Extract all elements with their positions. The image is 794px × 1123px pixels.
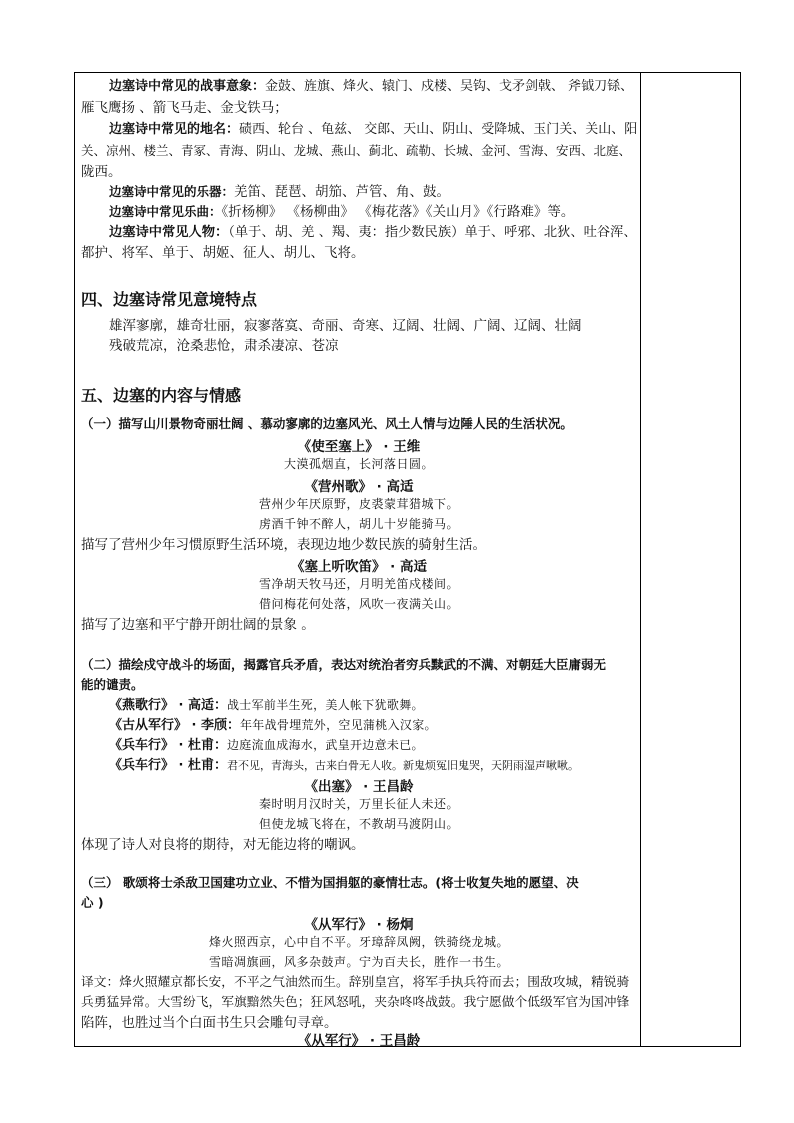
mood-line-1: 雄浑寥廓，雄奇壮丽，寂寥落寞、奇丽、奇寒、辽阔、壮阔、广阔、辽阔、壮阔 xyxy=(109,318,582,334)
war-imagery-label: 边塞诗中常见的战事意象： xyxy=(109,79,266,94)
quote-title: 《兵车行》 · 杜甫： xyxy=(109,758,227,773)
part-1-heading: （一）描写山川景物奇丽壮阔 、慕动寥廓的边塞风光、风土人情与边陲人民的生活状况。 xyxy=(81,416,573,431)
poem-next-title: 《从军行》 · 王昌龄 xyxy=(297,1033,421,1049)
instruments-text: 羌笛、琵琶、胡笳、芦管、角、鼓。 xyxy=(234,184,451,200)
poem-1-line-1: 大漠孤烟直，长河落日圆。 xyxy=(283,457,434,471)
war-imagery-line-2: 雁飞鹰扬 、箭飞马走、金戈铁马； xyxy=(81,100,288,116)
quote-text: 君不见，青海头，古来白骨无人收。新鬼烦冤旧鬼哭，天阴雨湿声啾啾。 xyxy=(227,759,579,772)
poem-chusai-line-2: 但使龙城飞将在，不教胡马渡阴山。 xyxy=(258,817,459,831)
place-names-line-2: 关、凉州、楼兰、青冢、青海、阴山、龙城、燕山、蓟北、疏勒、长城、金河、雪海、安西、北庭、 xyxy=(81,143,632,158)
poem-congjun-line-1: 烽火照西京，心中自不平。牙璋辞凤阙，铁骑绕龙城。 xyxy=(208,935,509,949)
poem-2-line-1: 营州少年厌原野，皮裘蒙茸猎城下。 xyxy=(258,497,459,511)
place-names-line-3: 陇西。 xyxy=(81,164,122,180)
music-label: 边塞诗中常见乐曲： xyxy=(109,204,222,219)
poem-congjun-line-2: 雪暗凋旗画，风多杂鼓声。宁为百夫长，胜作一书生。 xyxy=(208,955,509,969)
poem-3-line-1: 雪净胡天牧马还，月明羌笛戍楼间。 xyxy=(258,577,459,591)
translation-line-2: 兵勇猛异常。大雪纷飞，军旗黯然失色；狂风怒吼，夹杂咚咚战鼓。我宁愿做个低级军官为国冲锋 xyxy=(81,995,630,1010)
poem-2-title: 《营州歌》 · 高适 xyxy=(304,479,414,495)
quote-line xyxy=(109,735,424,756)
poem-congjun-title: 《从军行》 · 杨炯 xyxy=(304,917,414,933)
poem-3-note: 描写了边塞和平宁静开朗壮阔的景象 。 xyxy=(81,617,315,633)
part-2-heading-2: 能的谴责。 xyxy=(81,677,144,692)
column-divider xyxy=(640,73,641,1046)
poem-2-line-2: 虏酒千钟不醉人，胡儿十岁能骑马。 xyxy=(258,517,459,531)
part-3-heading-2: 心 ) xyxy=(81,895,104,910)
instruments-label: 边塞诗中常见的乐器： xyxy=(109,184,235,199)
people-text: （单于、胡、羌 、羯、夷：指少数民族）单于、呼邪、北狄、吐谷浑、 xyxy=(228,225,637,240)
poem-chusai-line-1: 秦时明月汉时关，万里长征人未还。 xyxy=(258,797,459,811)
mood-line-2: 残破荒凉，沧桑悲怆，肃杀凄凉、苍凉 xyxy=(109,338,339,354)
poem-1-title: 《使至塞上》 · 王维 xyxy=(297,439,421,455)
translation-line-3: 陷阵，也胜过当个白面书生只会雕句寻章。 xyxy=(81,1015,338,1031)
quote-title: 《燕歌行》 · 高适： xyxy=(109,698,227,713)
part-2-heading-1: （二）描绘戍守战斗的场面，揭露官兵矛盾，表达对统治者穷兵黩武的不满、对朝廷大臣庸弱无 xyxy=(81,657,607,672)
part-3-heading-1: （三） 歌颂将士杀敌卫国建功立业、不惜为国捐躯的豪情壮志。(将士收复失地的愿望、决 xyxy=(81,875,579,890)
quote-line xyxy=(109,695,424,716)
war-imagery-line xyxy=(109,77,633,97)
music-line xyxy=(109,202,574,222)
section-4-heading: 四、边塞诗常见意境特点 xyxy=(81,290,258,309)
place-names-text: 碛西、轮台 、龟兹、 交郎、天山、阴山、受降城、玉门关、关山、阳 xyxy=(239,122,638,137)
quote-line xyxy=(109,715,437,736)
war-imagery-text: 金鼓、旌旗、烽火、辕门、戍楼、吴钩、戈矛剑戟、 斧钺刀铩、 xyxy=(265,79,634,94)
translation-line-1: 译文：烽火照耀京都长安，不平之气油然而生。辞别皇宫，将军手执兵符而去；围敌攻城，精锐骑 xyxy=(81,975,630,990)
music-text: 《折杨柳》 《杨柳曲》 《梅花落》《关山月》《行路难》等。 xyxy=(221,204,575,220)
poem-chusai-note: 体现了诗人对良将的期待，对无能边将的嘲讽。 xyxy=(81,837,365,853)
poem-2-note: 描写了营州少年习惯原野生活环境，表现边地少数民族的骑射生活。 xyxy=(81,537,486,553)
poem-3-title: 《塞上听吹笛》 · 高适 xyxy=(290,559,428,575)
people-line xyxy=(109,223,637,243)
quote-text: 战士军前半生死，美人帐下犹歌舞。 xyxy=(227,698,424,712)
people-line-2: 都护、将军、单于、胡姬、征人、胡儿、飞将。 xyxy=(81,245,365,261)
quote-line xyxy=(109,755,579,776)
poem-3-line-2: 借问梅花何处落，风吹一夜满关山。 xyxy=(258,597,459,611)
instruments-line xyxy=(109,182,450,202)
quote-text: 年年战骨埋荒外，空见蒲桃入汉家。 xyxy=(240,718,437,732)
people-label: 边塞诗中常见人物： xyxy=(109,225,229,240)
place-names-label: 边塞诗中常见的地名： xyxy=(109,122,240,137)
section-5-heading: 五、边塞的内容与情感 xyxy=(81,386,242,405)
place-names-line xyxy=(109,120,637,140)
quote-text: 边庭流血成海水，武皇开边意未已。 xyxy=(227,738,424,752)
quote-title: 《兵车行》 · 杜甫： xyxy=(109,738,227,753)
quote-title: 《古从军行》 · 李颀： xyxy=(109,718,240,733)
page-table xyxy=(74,72,741,1047)
poem-chusai-title: 《出塞》 · 王昌龄 xyxy=(304,779,414,795)
